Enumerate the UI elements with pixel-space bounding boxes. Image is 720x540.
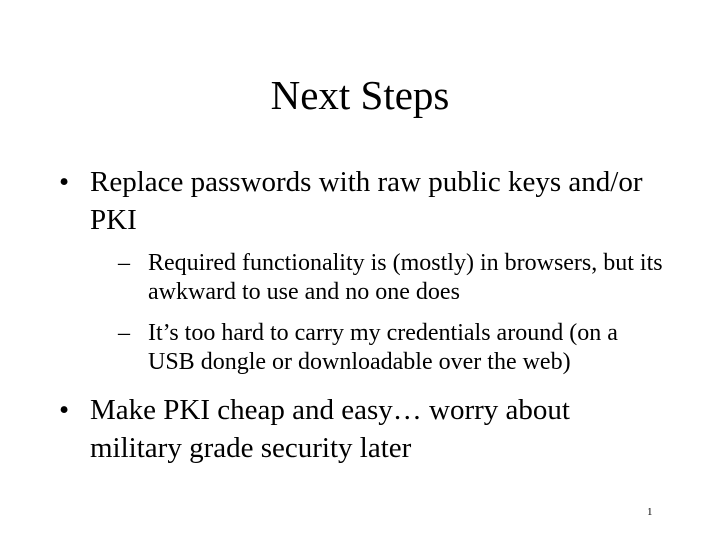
bullet-marker: • (59, 394, 70, 426)
sub-bullet-marker: – (118, 250, 130, 276)
sub-bullet-marker: – (118, 320, 130, 346)
sub-bullet-list (115, 249, 665, 377)
bullet-item (55, 163, 665, 377)
sub-bullet-text: Required functionality is (mostly) in browsers, but its awkward to use and no one does (148, 250, 663, 305)
sub-bullet-text: It’s too hard to carry my credentials around (on a USB dongle or downloadable over the web) (148, 320, 618, 375)
page-number: 1 (647, 506, 653, 518)
bullet-text: Replace passwords with raw public keys and/or PKI (90, 166, 643, 236)
bullet-marker: • (59, 166, 70, 198)
bullet-text: Make PKI cheap and easy… worry about military grade security later (90, 394, 570, 464)
sub-bullet-item (115, 319, 665, 377)
sub-bullet-item (115, 249, 665, 307)
bullet-item (55, 391, 665, 467)
bullet-list (55, 163, 665, 467)
slide-title: Next Steps (270, 72, 450, 118)
